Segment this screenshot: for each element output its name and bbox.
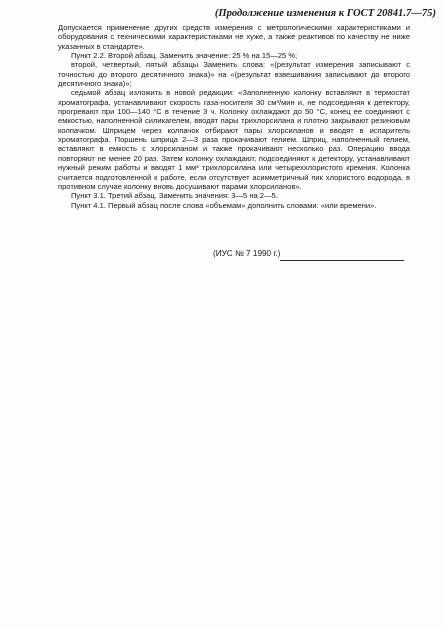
paragraph-clause-3-1: Пункт 3.1. Третий абзац. Заменить значения: 3—5 на 2—5. — [71, 191, 278, 201]
source-reference: (ИУС № 7 1990 г.) — [213, 249, 281, 258]
paragraph-standard-tools: Допускается применение других средств измерения с метрологическими характеристиками и оборудования с техническими характеристиками не хуже, а также реактивов по качеству не ниже указанных в стандарте». — [58, 23, 410, 51]
document-body — [58, 23, 410, 210]
paragraph-replace-words: второй, четвертый, пятый абзацы Заменить слова: «(результат измерения записывают с точностью до второго десятичного знака)» на «(результат взвешивания записывают до второго десятичного знака)»; — [58, 60, 410, 89]
closing-rule — [280, 260, 404, 261]
paragraph-seventh-new-edition: седьмой абзац изложить в новой редакции: «Заполненную колонку вставляют в термостат хроматографа, устанавливают скорость газа-носителя 30 см³/мин и, не подсоединяя к детектору, прогревают при 100—140 °С в течение 3 ч. Колонку охлаждают до 50 °С, конец ее соединяют с емкостью, наполненной силикагелем, вводят пары трихлорсилана и плотно закрывают резиновым колпачком. Шприцем через колпачок отбирают пары хлорсиланов и вводят в испаритель хроматографа. Поршень шприца 2—3 раза прокачивают гелием. Шприц, наполненный гелием, вставляют в емкость с хлорсиланом и также прокачивают несколько раз. Операцию ввода повторяют не менее 20 раз. Затем колонку охлаждают, подсоединяют к детектору, устанавливают нужный режим работы и вводят 1 мм³ трихлорсилана или четыреххлористого кремния. Колонка считается подготовленной к работе, если отсутствует асимметричный пик хлористого водорода, в противном случае колонку вновь досушивают парами хлорсиланов». — [58, 88, 410, 191]
running-header: (Продолжение изменения к ГОСТ 20841.7—75) — [214, 8, 436, 19]
paragraph-clause-4-1: Пункт 4.1. Первый абзац после слова «объемам» дополнить словами: «или времени». — [71, 200, 377, 210]
paragraph-clause-2-2: Пункт 2.2. Второй абзац. Заменить значение: 25 % на 15—25 %; — [71, 51, 298, 61]
